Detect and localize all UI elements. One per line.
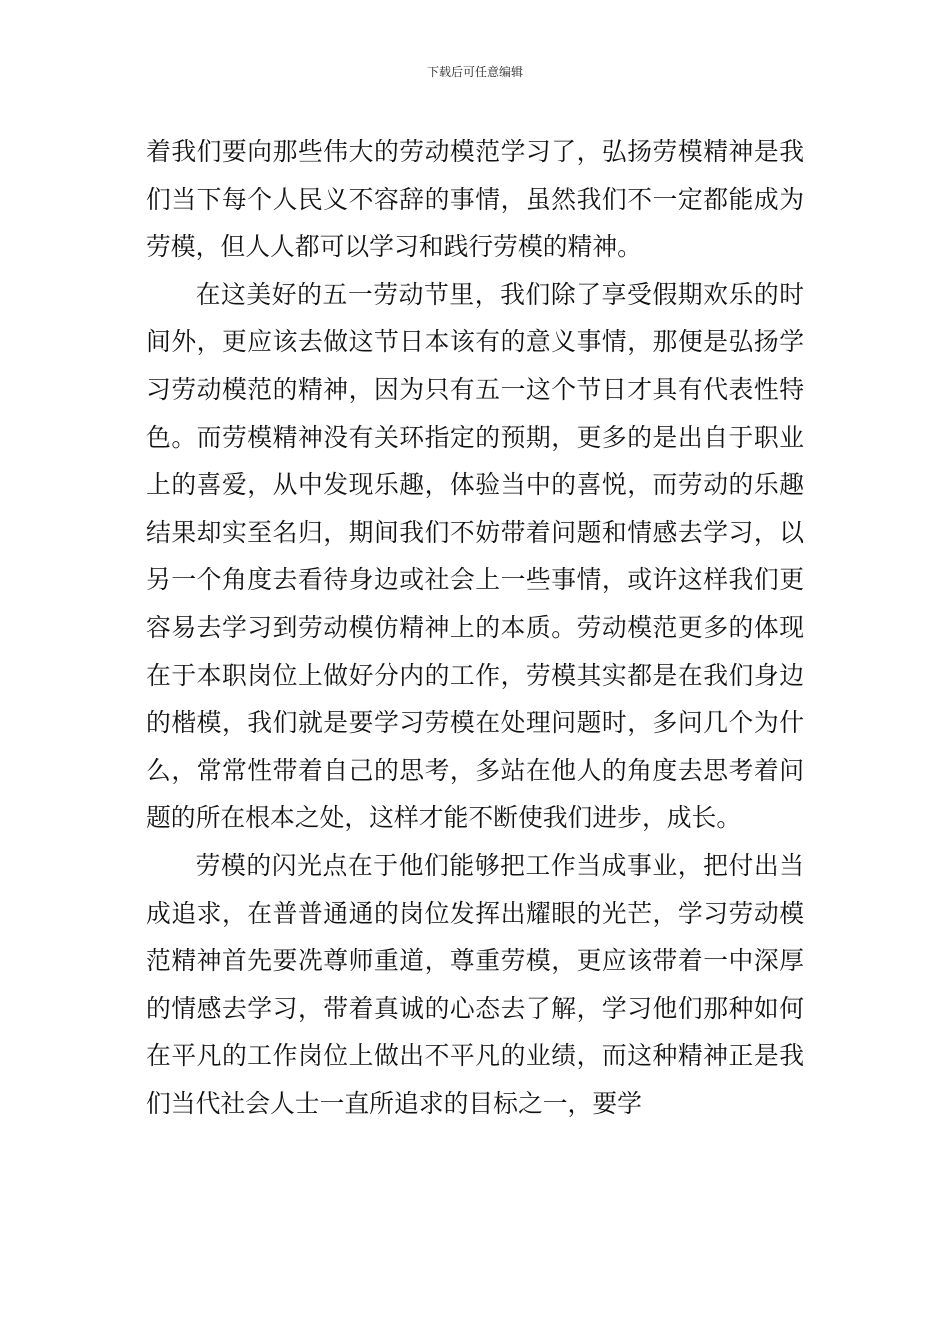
document-body bbox=[146, 128, 804, 1127]
paragraph-continued: 着我们要向那些伟大的劳动模范学习了，弘扬劳模精神是我们当下每个人民义不容辞的事情，虽然我们不一定都能成为劳模，但人人都可以学习和践行劳模的精神。 bbox=[146, 137, 804, 262]
paragraph: 在这美好的五一劳动节里，我们除了享受假期欢乐的时间外，更应该去做这节日本该有的意义事情，那便是弘扬学习劳动模范的精神，因为只有五一这个节日才具有代表性特色。而劳模精神没有关环指定的预期，更多的是出自于职业上的喜爱，从中发现乐趣，体验当中的喜悦，而劳动的乐趣结果却实至名归，期间我们不妨带着问题和情感去学习，以另一个角度去看待身边或社会上一些事情，或许这样我们更容易去学习到劳动模仿精神上的本质。劳动模范更多的体现在于本职岗位上做好分内的工作，劳模其实都是在我们身边的楷模，我们就是要学习劳模在处理问题时，多问几个为什么，常常性带着自己的思考，多站在他人的角度去思考着问题的所在根本之处，这样才能不断使我们进步，成长。 bbox=[146, 279, 804, 833]
page-header-note: 下载后可任意编辑 bbox=[426, 65, 523, 79]
paragraph: 劳模的闪光点在于他们能够把工作当成事业，把付出当成追求，在普普通通的岗位发挥出耀眼的光芒，学习劳动模范精神首先要冼尊师重道，尊重劳模，更应该带着一中深厚的情感去学习，带着真诚的心态去了解，学习他们那种如何在平凡的工作岗位上做出不平凡的业绩，而这种精神正是我们当代社会人士一直所追求的目标之一，要学 bbox=[146, 850, 804, 1118]
